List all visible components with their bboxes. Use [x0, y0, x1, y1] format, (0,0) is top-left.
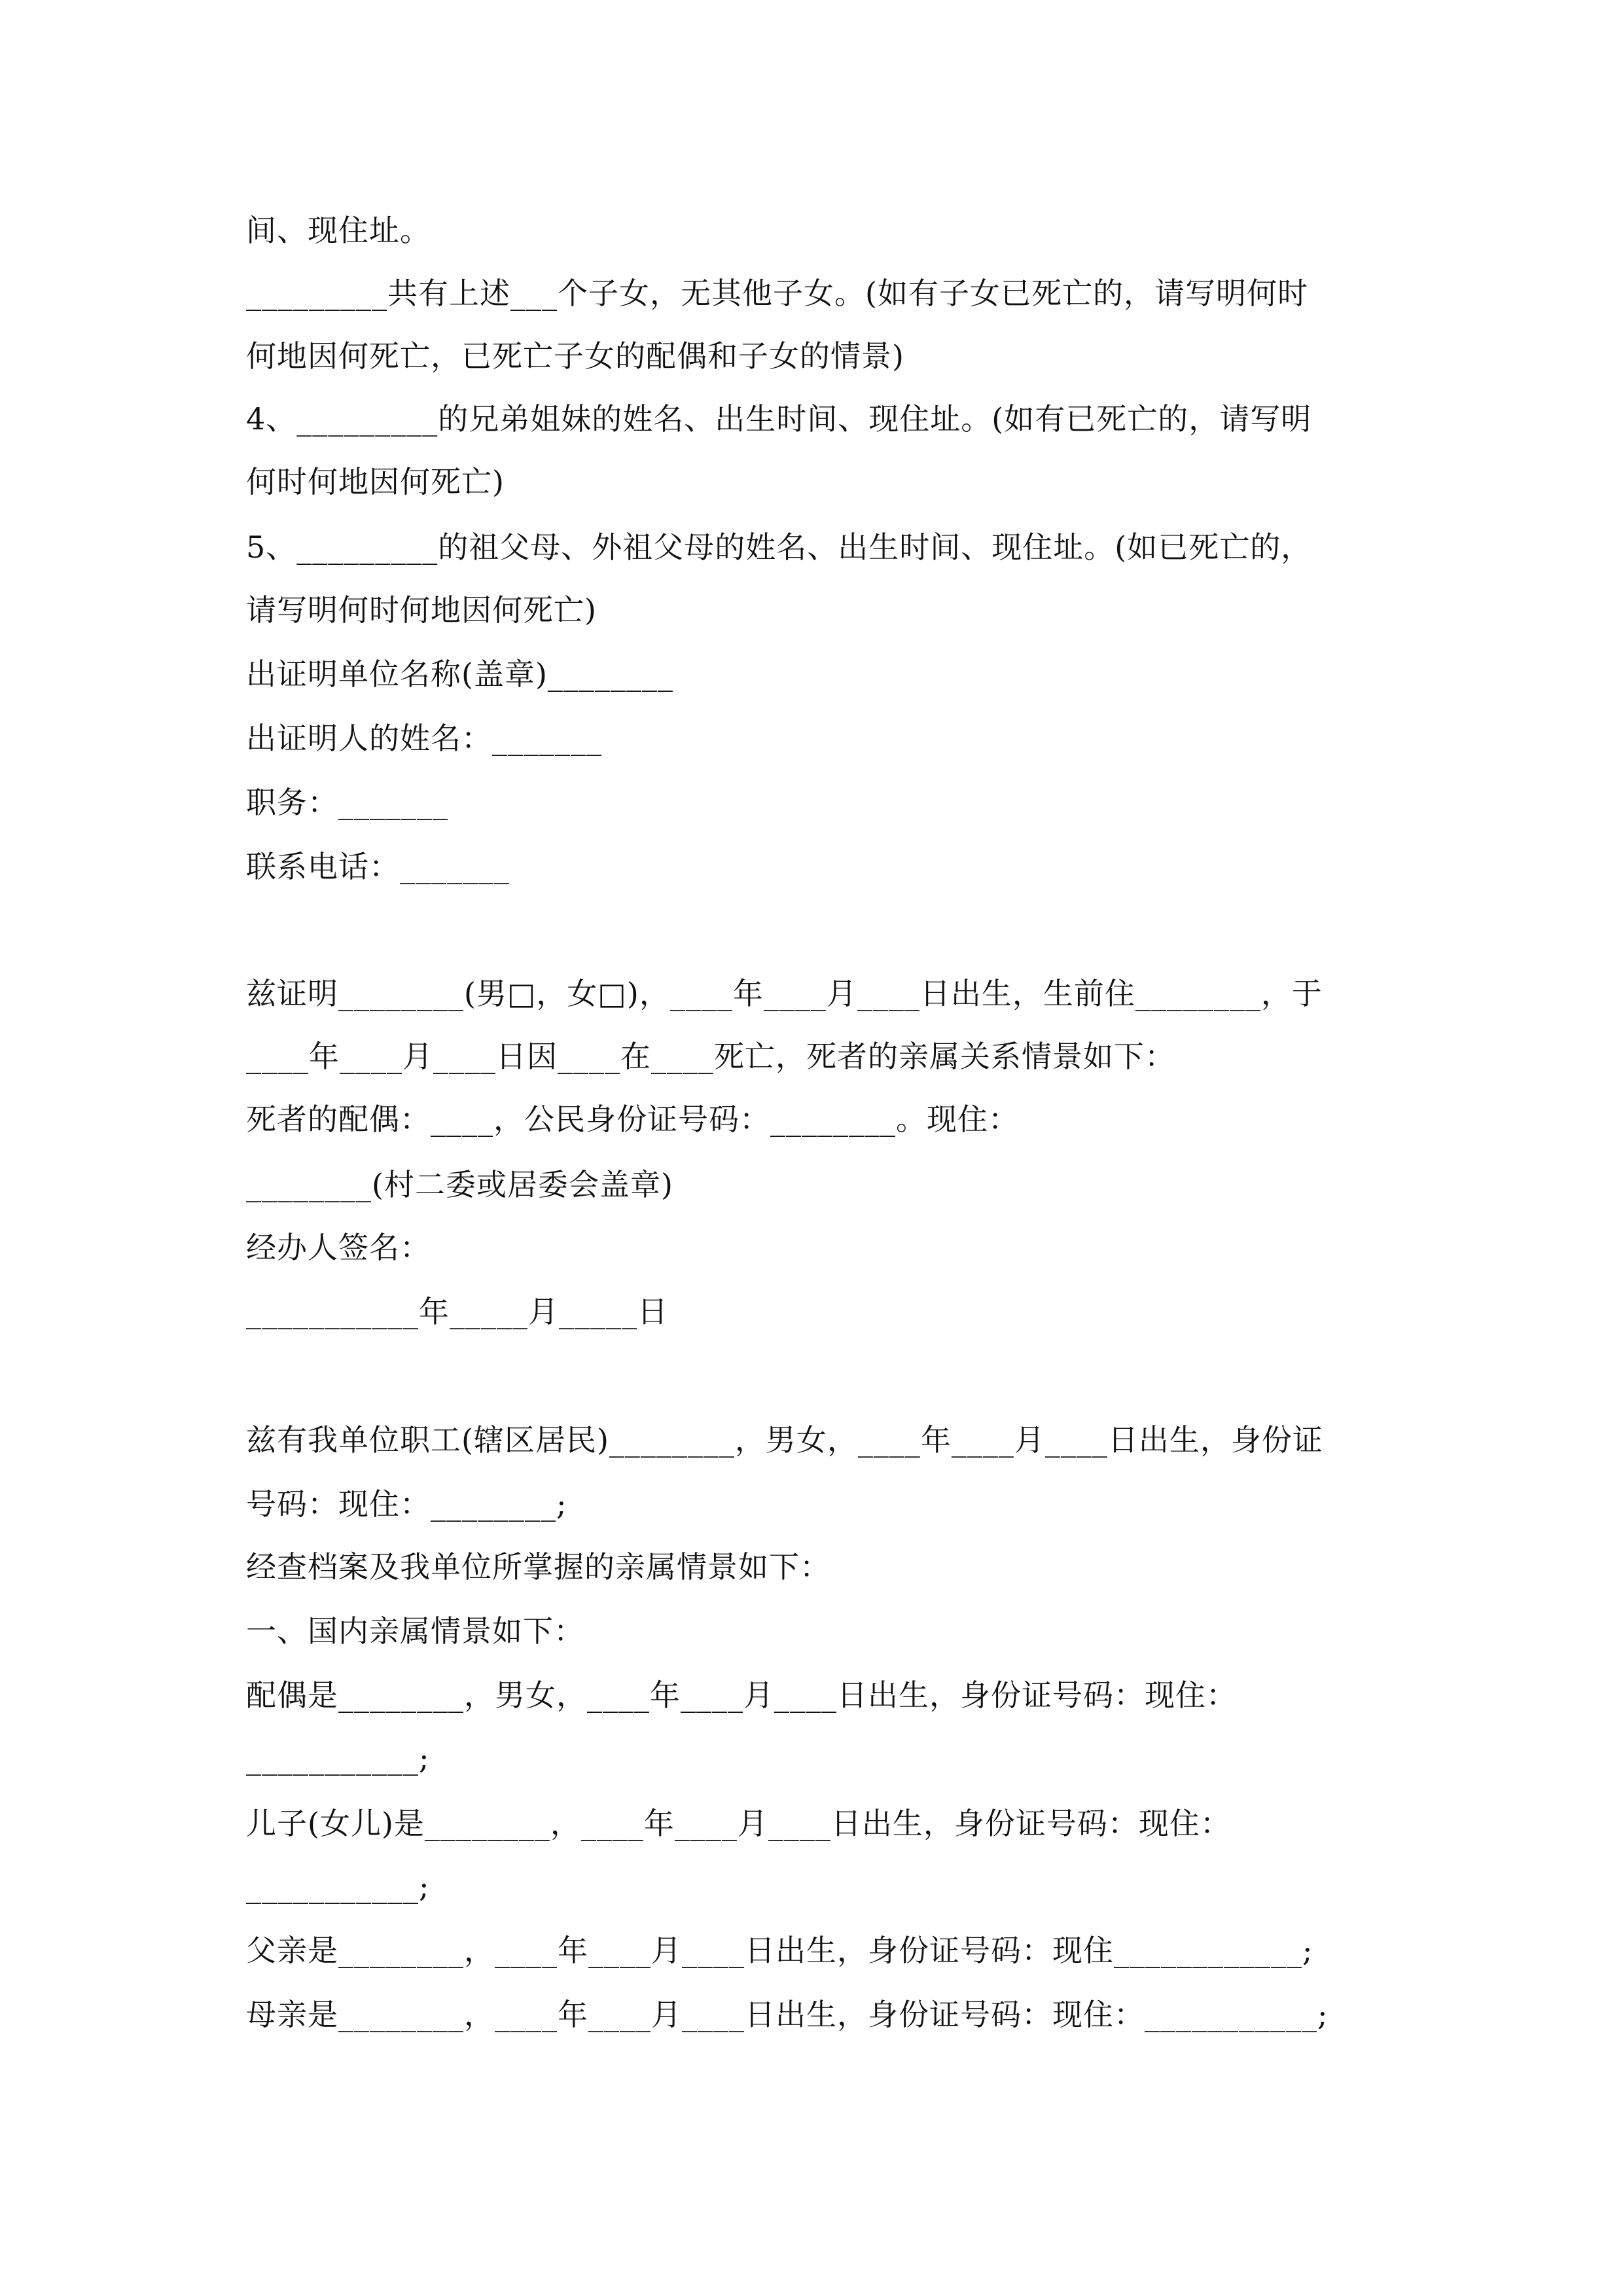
doc-line-21: 一、国内亲属情景如下：	[246, 1613, 584, 1649]
doc-line-14: 死者的配偶：____，公民身份证号码：________。现住：	[246, 1102, 1019, 1137]
doc-line-26: 父亲是________，____年____月____日出生，身份证号码：现住____________;	[246, 1933, 1313, 1968]
doc-line-6: 5、_________的祖父母、外祖父母的姓名、出生时间、现住址。(如已死亡的，	[246, 529, 1312, 565]
doc-line-2: _________共有上述___个子女，无其他子女。(如有子女已死亡的，请写明何时	[246, 276, 1308, 311]
doc-line-3: 何地因何死亡，已死亡子女的配偶和子女的情景)	[246, 338, 904, 374]
doc-line-25: ___________;	[246, 1869, 430, 1904]
doc-line-7: 请写明何时何地因何死亡)	[246, 592, 597, 628]
doc-line-5: 何时何地因何死亡)	[246, 464, 505, 499]
doc-line-11: 联系电话：_______	[246, 849, 510, 884]
doc-line-9: 出证明人的姓名：_______	[246, 721, 602, 756]
doc-line-15: ________(村二委或居委会盖章)	[246, 1167, 673, 1202]
doc-line-22: 配偶是________，男女，____年____月____日出生，身份证号码：现住：	[246, 1677, 1237, 1713]
doc-line-19: 号码：现住：________;	[246, 1486, 567, 1522]
doc-line-12: 兹证明________(男□，女□)，____年____月____日出生，生前住________，于	[246, 976, 1323, 1011]
doc-line-13: ____年____月____日因____在____死亡，死者的亲属关系情景如下：	[246, 1039, 1175, 1074]
doc-line-20: 经查档案及我单位所掌握的亲属情景如下：	[246, 1549, 830, 1585]
doc-line-17: ___________年_____月_____日	[246, 1294, 668, 1329]
doc-line-18: 兹有我单位职工(辖区居民)________，男女，____年____月____日出生，身份证	[246, 1422, 1323, 1458]
doc-line-10: 职务：_______	[246, 785, 448, 820]
doc-line-8: 出证明单位名称(盖章)________	[246, 656, 673, 692]
doc-line-23: ___________;	[246, 1740, 430, 1776]
doc-line-4: 4、_________的兄弟姐妹的姓名、出生时间、现住址。(如有已死亡的，请写明	[246, 401, 1312, 437]
doc-line-24: 儿子(女儿)是________，____年____月____日出生，身份证号码：现住：	[246, 1806, 1231, 1841]
doc-line-1: 间、现住址。	[246, 213, 431, 248]
doc-line-16: 经办人签名：	[246, 1230, 431, 1265]
doc-line-27: 母亲是________，____年____月____日出生，身份证号码：现住：___________;	[246, 1997, 1329, 2032]
